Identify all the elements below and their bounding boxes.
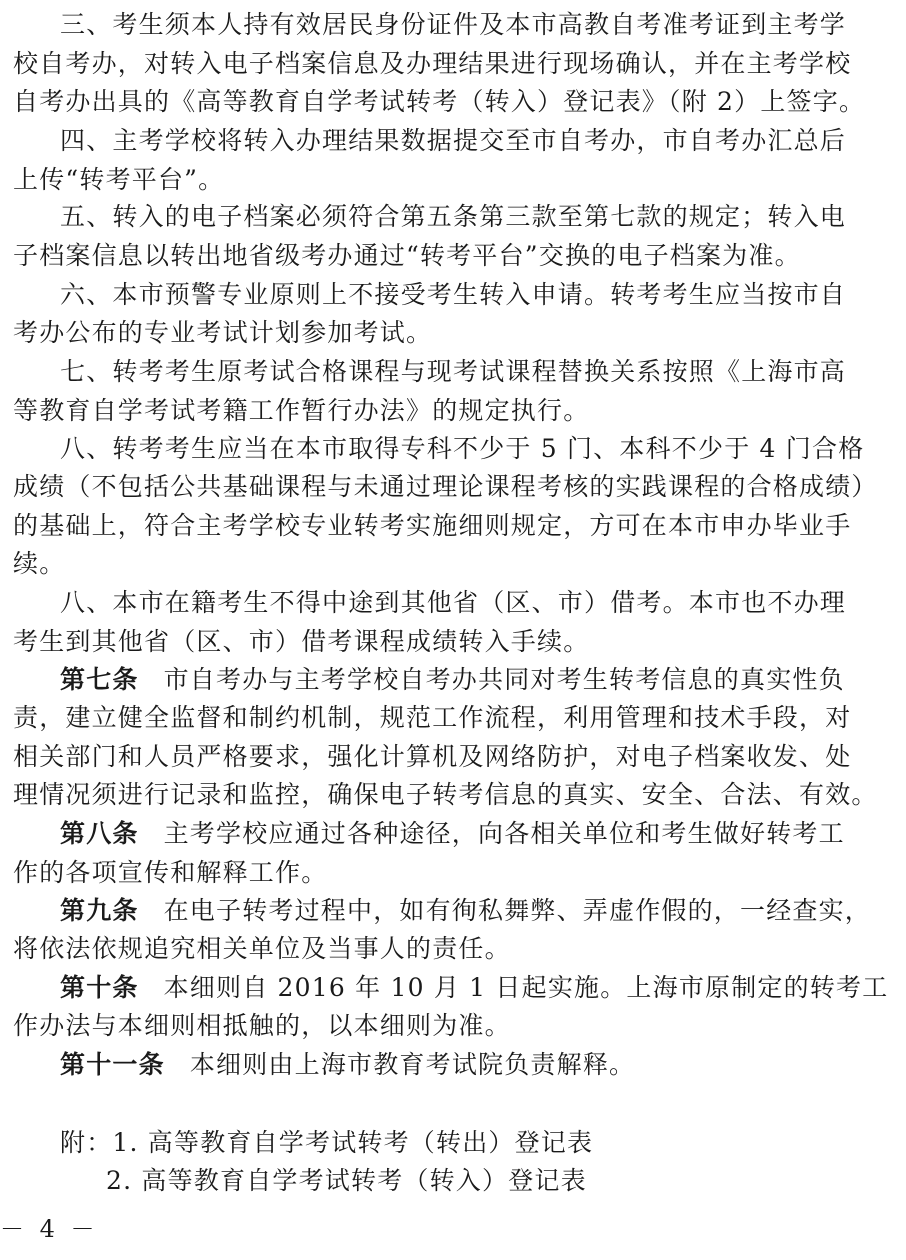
paragraph-line: 自考办出具的《高等教育自学考试转考（转入）登记表》（附 2）上签字。 bbox=[13, 87, 866, 116]
article-9-line bbox=[60, 893, 872, 929]
paragraph-line: 上传“转考平台”。 bbox=[13, 165, 225, 194]
paragraph-line: 理情况须进行记录和监控，确保电子转考信息的真实、安全、合法、有效。 bbox=[13, 780, 878, 809]
paragraph-text: 本细则由上海市教育考试院负责解释。 bbox=[189, 1050, 636, 1079]
paragraph-line: 四、主考学校将转入办理结果数据提交至市自考办，市自考办汇总后 bbox=[60, 126, 847, 155]
article-11-line bbox=[60, 1047, 860, 1083]
article-10-heading: 第十条 bbox=[60, 973, 139, 1002]
paragraph-line: 考办公布的专业考试计划参加考试。 bbox=[13, 318, 433, 347]
article-8-line bbox=[60, 816, 860, 852]
paragraph-line: 子档案信息以转出地省级考办通过“转考平台”交换的电子档案为准。 bbox=[13, 241, 801, 270]
paragraph-line: 成绩（不包括公共基础课程与未通过理论课程考核的实践课程的合格成绩） bbox=[13, 472, 878, 501]
paragraph-line: 责，建立健全监督和制约机制，规范工作流程，利用管理和技术手段，对 bbox=[13, 703, 852, 732]
paragraph-text: 市自考办与主考学校自考办共同对考生转考信息的真实性负 bbox=[163, 665, 845, 694]
paragraph-line: 五、转入的电子档案必须符合第五条第三款至第七款的规定；转入电 bbox=[60, 202, 847, 231]
paragraph-line: 相关部门和人员严格要求，强化计算机及网络防护，对电子档案收发、处 bbox=[13, 742, 852, 771]
attachment-item-2: 2. 高等教育自学考试转考（转入）登记表 bbox=[106, 1166, 587, 1195]
article-10-line bbox=[60, 970, 889, 1006]
paragraph-line: 三、考生须本人持有效居民身份证件及本市高教自考准考证到主考学 bbox=[60, 10, 847, 39]
paragraph-line: 作办法与本细则相抵触的，以本细则为准。 bbox=[13, 1011, 511, 1040]
article-8-heading: 第八条 bbox=[60, 819, 139, 848]
paragraph-line: 七、转考考生原考试合格课程与现考试课程替换关系按照《上海市高 bbox=[60, 357, 847, 386]
article-7-heading: 第七条 bbox=[60, 665, 139, 694]
article-11-heading: 第十一条 bbox=[60, 1050, 165, 1079]
paragraph-line: 八、本市在籍考生不得中途到其他省（区、市）借考。本市也不办理 bbox=[60, 588, 847, 617]
paragraph-line: 六、本市预警专业原则上不接受考生转入申请。转考考生应当按市自 bbox=[60, 280, 847, 309]
article-7-line bbox=[60, 662, 860, 698]
paragraph-text: 在电子转考过程中，如有徇私舞弊、弄虚作假的，一经查实， bbox=[163, 896, 872, 925]
paragraph-line: 校自考办，对转入电子档案信息及办理结果进行现场确认，并在主考学校 bbox=[13, 49, 852, 78]
attachment-prefix: 附： bbox=[60, 1128, 113, 1157]
page-number: － 4 － bbox=[0, 1215, 99, 1243]
paragraph-line: 作的各项宣传和解释工作。 bbox=[13, 858, 328, 887]
paragraph-text: 主考学校应通过各种途径，向各相关单位和考生做好转考工 bbox=[163, 819, 845, 848]
paragraph-text: 本细则自 2016 年 10 月 1 日起实施。上海市原制定的转考工 bbox=[163, 973, 889, 1002]
attachment-line-2 bbox=[106, 1163, 906, 1199]
paragraph-line: 八、转考考生应当在本市取得专科不少于 5 门、本科不少于 4 门合格 bbox=[60, 434, 865, 463]
attachment-item-1: 1. 高等教育自学考试转考（转出）登记表 bbox=[112, 1128, 594, 1157]
article-9-heading: 第九条 bbox=[60, 896, 139, 925]
attachment-line-1 bbox=[60, 1125, 860, 1161]
paragraph-line: 考生到其他省（区、市）借考课程成绩转入手续。 bbox=[13, 627, 590, 656]
paragraph-line: 的基础上，符合主考学校专业转考实施细则规定，方可在本市申办毕业手 bbox=[13, 511, 852, 540]
paragraph-line: 等教育自学考试考籍工作暂行办法》的规定执行。 bbox=[13, 396, 590, 425]
paragraph-line: 将依法依规追究相关单位及当事人的责任。 bbox=[13, 934, 511, 963]
paragraph-line: 续。 bbox=[13, 549, 66, 578]
